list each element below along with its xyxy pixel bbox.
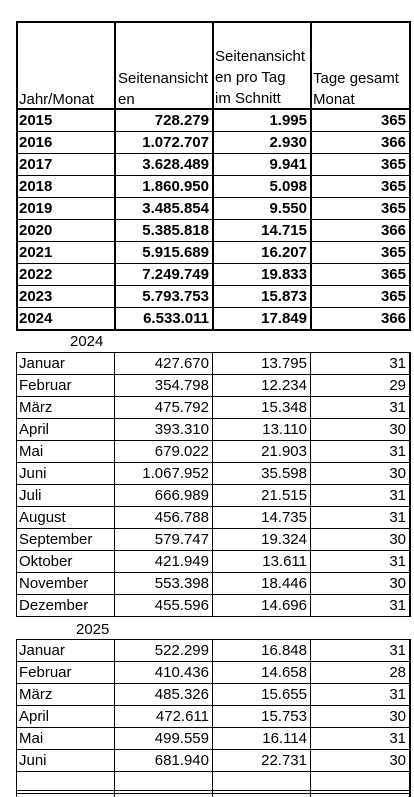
row-views: 1.072.707 xyxy=(142,134,209,151)
header-col-month xyxy=(19,89,114,110)
row-views: 354.798 xyxy=(154,377,209,394)
row-days: 31 xyxy=(389,443,406,460)
row-days: 31 xyxy=(389,487,406,504)
header-text: Monat xyxy=(313,91,355,108)
section-title-2025: 2025 xyxy=(76,621,110,638)
grid-line xyxy=(212,352,213,617)
row-label: 2015 xyxy=(19,112,53,129)
grid-line xyxy=(16,528,410,529)
row-views: 5.385.818 xyxy=(142,222,209,239)
row-label: 2023 xyxy=(19,288,53,305)
row-avg: 2.930 xyxy=(269,134,307,151)
grid-line xyxy=(16,21,18,331)
row-views: 410.436 xyxy=(154,664,209,681)
row-days: 31 xyxy=(389,642,406,659)
header-text: Seitenansicht xyxy=(215,48,306,65)
row-days: 30 xyxy=(389,465,406,482)
row-views: 522.299 xyxy=(154,642,209,659)
row-views: 553.398 xyxy=(154,575,209,592)
row-label: März xyxy=(19,399,53,416)
header-text: en xyxy=(118,91,135,108)
row-label: Januar xyxy=(19,355,65,372)
row-days: 31 xyxy=(389,399,406,416)
row-days: 365 xyxy=(380,178,406,195)
row-days: 31 xyxy=(389,553,406,570)
grid-line xyxy=(310,639,311,796)
row-views: 427.670 xyxy=(154,355,209,372)
row-label: 2016 xyxy=(19,134,53,151)
row-avg: 13.611 xyxy=(262,553,307,570)
row-avg: 17.849 xyxy=(261,310,307,327)
row-views: 472.611 xyxy=(155,708,209,725)
row-label: März xyxy=(19,686,53,703)
row-avg: 19.324 xyxy=(261,531,307,548)
row-days: 31 xyxy=(389,355,406,372)
row-label: 2018 xyxy=(19,178,53,195)
grid-line xyxy=(114,352,115,617)
row-avg: 14.735 xyxy=(261,509,307,526)
row-avg: 9.550 xyxy=(269,200,307,217)
grid-line xyxy=(212,790,213,797)
row-days: 30 xyxy=(389,752,406,769)
row-views: 728.279 xyxy=(154,112,209,129)
row-views: 3.485.854 xyxy=(142,200,209,217)
grid-line xyxy=(310,790,311,797)
header-text: Seitenansicht xyxy=(118,70,209,87)
header-col-avg xyxy=(215,46,310,109)
grid-line xyxy=(16,484,410,485)
section-title-2024: 2024 xyxy=(70,333,104,350)
grid-line xyxy=(114,639,115,796)
row-views: 666.989 xyxy=(154,487,209,504)
row-views: 485.326 xyxy=(154,686,209,703)
row-days: 365 xyxy=(380,156,406,173)
row-label: 2017 xyxy=(19,156,53,173)
row-avg: 16.207 xyxy=(261,244,307,261)
header-col-views xyxy=(118,68,213,110)
grid-line xyxy=(16,418,410,419)
row-views: 3.628.489 xyxy=(142,156,209,173)
row-label: November xyxy=(19,575,89,592)
row-label: Juli xyxy=(19,487,42,504)
row-avg: 1.995 xyxy=(269,112,307,129)
row-label: Oktober xyxy=(19,553,73,570)
grid-line xyxy=(16,616,410,617)
grid-line xyxy=(16,705,410,706)
row-avg: 22.731 xyxy=(261,752,307,769)
row-avg: 16.114 xyxy=(262,730,307,747)
row-label: Juni xyxy=(19,752,47,769)
grid-line xyxy=(16,572,410,573)
row-days: 366 xyxy=(380,222,406,239)
row-avg: 18.446 xyxy=(261,575,307,592)
row-label: 2019 xyxy=(19,200,53,217)
row-label: April xyxy=(19,708,50,725)
row-views: 679.022 xyxy=(154,443,209,460)
grid-line xyxy=(16,727,410,728)
row-avg: 21.903 xyxy=(261,443,307,460)
grid-line xyxy=(16,790,410,791)
row-avg: 35.598 xyxy=(261,465,307,482)
row-days: 30 xyxy=(389,575,406,592)
row-days: 28 xyxy=(389,664,406,681)
row-avg: 12.234 xyxy=(261,377,307,394)
row-label: 2022 xyxy=(19,266,53,283)
row-days: 30 xyxy=(389,708,406,725)
row-views: 455.596 xyxy=(154,597,209,614)
row-avg: 15.753 xyxy=(261,708,307,725)
row-label: Februar xyxy=(19,664,72,681)
header-col-days xyxy=(313,68,408,110)
row-avg: 19.833 xyxy=(261,266,307,283)
row-avg: 15.873 xyxy=(261,288,307,305)
row-days: 31 xyxy=(389,686,406,703)
grid-line xyxy=(16,352,17,617)
row-label: Februar xyxy=(19,377,72,394)
header-text: en pro Tag xyxy=(215,69,286,86)
grid-line xyxy=(409,21,411,331)
grid-line xyxy=(114,21,116,331)
row-avg: 5.098 xyxy=(269,178,307,195)
row-days: 30 xyxy=(389,421,406,438)
row-label: 2021 xyxy=(19,244,53,261)
row-avg: 15.348 xyxy=(261,399,307,416)
row-views: 681.940 xyxy=(154,752,209,769)
row-label: August xyxy=(19,509,66,526)
row-label: Januar xyxy=(19,642,65,659)
row-avg: 16.848 xyxy=(261,642,307,659)
grid-line xyxy=(114,790,115,797)
grid-line xyxy=(16,462,410,463)
row-views: 456.788 xyxy=(154,509,209,526)
row-days: 31 xyxy=(389,730,406,747)
row-views: 421.949 xyxy=(154,553,209,570)
grid-line xyxy=(310,352,311,617)
row-views: 6.533.011 xyxy=(143,310,209,327)
row-days: 31 xyxy=(389,597,406,614)
header-text: Jahr/Monat xyxy=(19,91,95,108)
row-days: 365 xyxy=(380,112,406,129)
header-text: Tage gesamt xyxy=(313,70,399,87)
grid-line xyxy=(16,550,410,551)
grid-line xyxy=(16,396,410,397)
row-views: 393.310 xyxy=(154,421,209,438)
row-days: 365 xyxy=(380,200,406,217)
row-label: September xyxy=(19,531,93,548)
row-days: 365 xyxy=(380,288,406,305)
grid-line xyxy=(16,506,410,507)
header-text: im Schnitt xyxy=(215,90,281,107)
row-days: 30 xyxy=(389,531,406,548)
row-views: 5.915.689 xyxy=(142,244,209,261)
grid-line xyxy=(16,749,410,750)
row-avg: 14.658 xyxy=(261,664,307,681)
grid-line xyxy=(16,594,410,595)
row-label: April xyxy=(19,421,50,438)
row-views: 1.067.952 xyxy=(142,465,209,482)
row-label: 2020 xyxy=(19,222,53,239)
grid-line xyxy=(16,793,410,794)
grid-line xyxy=(212,21,214,331)
row-views: 5.793.753 xyxy=(142,288,209,305)
row-avg: 14.715 xyxy=(261,222,307,239)
grid-line xyxy=(16,790,17,797)
row-label: Juni xyxy=(19,465,47,482)
row-avg: 13.110 xyxy=(262,421,307,438)
grid-line xyxy=(310,21,312,331)
row-avg: 9.941 xyxy=(269,156,307,173)
row-label: Mai xyxy=(19,443,44,460)
grid-line xyxy=(16,440,410,441)
grid-line xyxy=(212,639,213,796)
grid-line xyxy=(16,771,410,772)
row-views: 1.860.950 xyxy=(142,178,209,195)
grid-line xyxy=(16,352,410,353)
row-days: 29 xyxy=(389,377,406,394)
row-days: 366 xyxy=(380,310,406,327)
grid-line xyxy=(16,661,410,662)
row-avg: 13.795 xyxy=(261,355,307,372)
row-views: 475.792 xyxy=(154,399,209,416)
row-avg: 15.655 xyxy=(261,686,307,703)
grid-line xyxy=(409,352,411,617)
grid-line xyxy=(16,374,410,375)
grid-line xyxy=(409,790,411,797)
row-days: 365 xyxy=(380,266,406,283)
grid-line xyxy=(409,639,411,796)
row-avg: 14.696 xyxy=(261,597,307,614)
grid-line xyxy=(16,639,17,796)
grid-line xyxy=(16,683,410,684)
row-views: 579.747 xyxy=(154,531,209,548)
row-days: 365 xyxy=(380,244,406,261)
row-days: 366 xyxy=(380,134,406,151)
row-avg: 21.515 xyxy=(261,487,307,504)
row-label: 2024 xyxy=(19,310,53,327)
grid-line xyxy=(16,639,410,640)
row-label: Mai xyxy=(19,730,44,747)
row-views: 7.249.749 xyxy=(142,266,209,283)
row-views: 499.559 xyxy=(154,730,209,747)
row-days: 31 xyxy=(389,509,406,526)
row-label: Dezember xyxy=(19,597,89,614)
